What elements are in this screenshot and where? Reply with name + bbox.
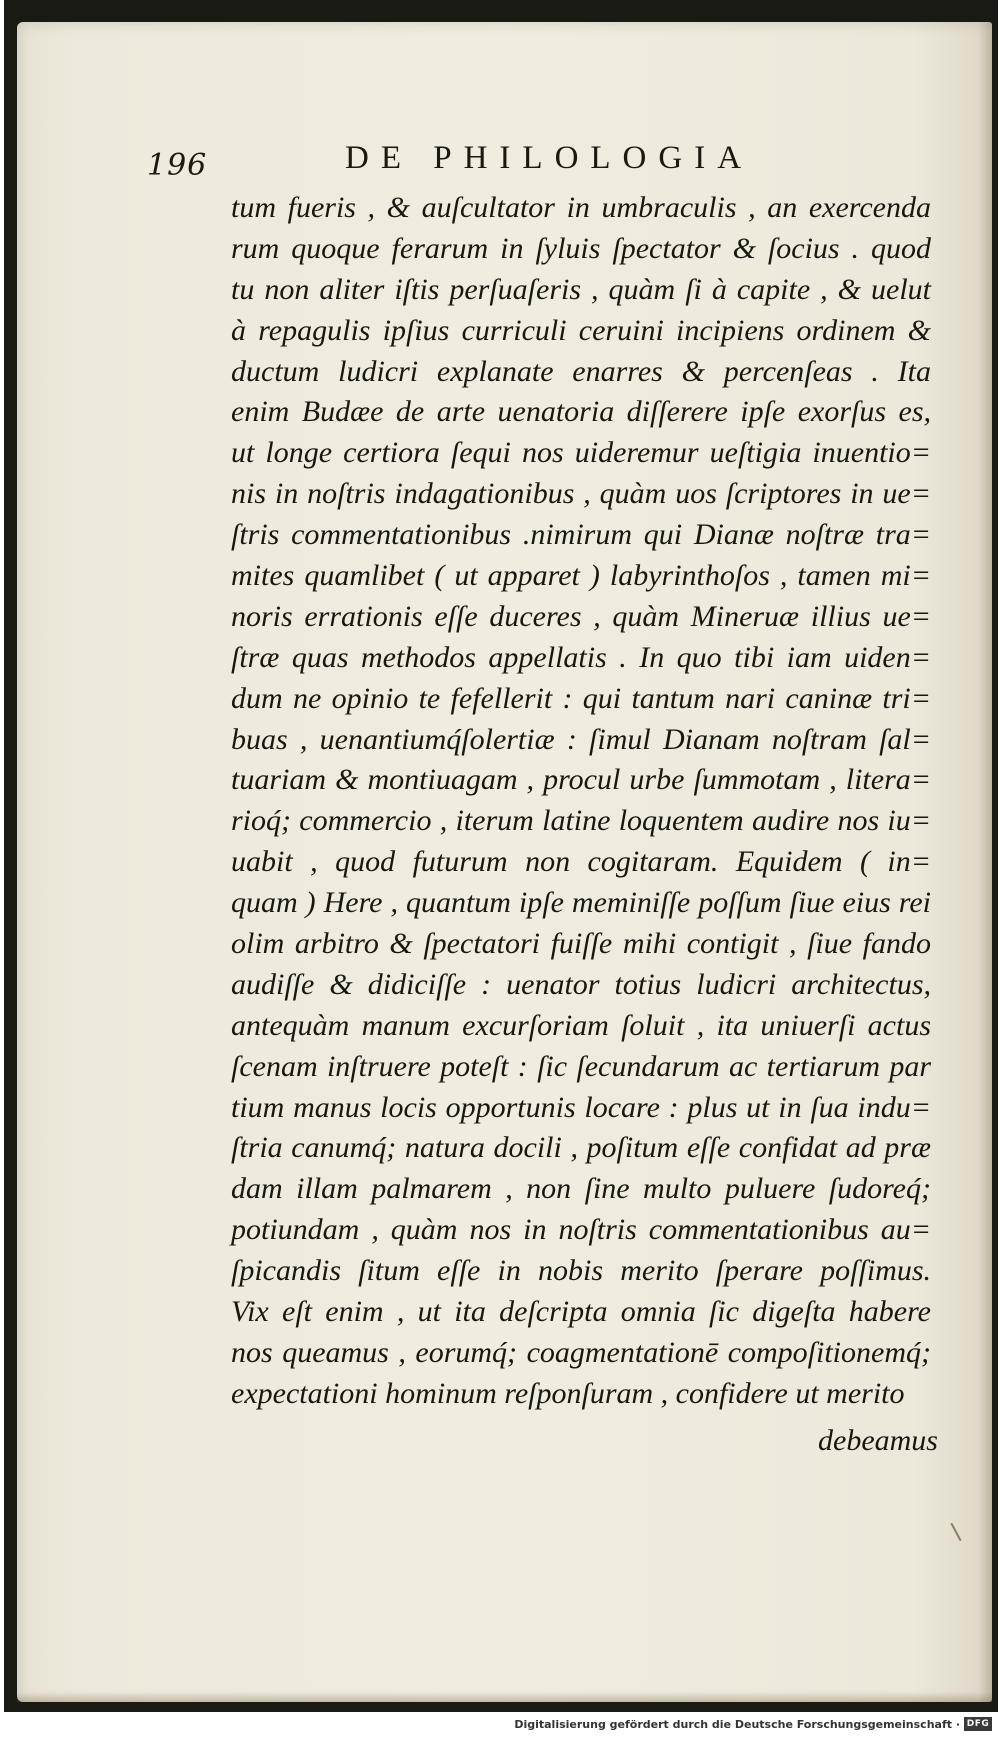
page-bottom-edge	[17, 1692, 992, 1702]
text-line: à repagulis ipſius curriculi ceruini incipiens ordinem &	[231, 313, 931, 347]
text-line: uabit , quod futurum non cogitaram. Equidem ( in=	[231, 845, 931, 879]
text-line: mites quamlibet ( ut apparet ) labyrinthoſos , tamen mi=	[231, 559, 931, 593]
text-line: dam illam palmarem , non ſine multo puluere ſudoreq́;	[231, 1172, 931, 1206]
text-line: rum quoque ferarum in ſyluis ſpectator & ſocius . quod	[231, 231, 931, 265]
text-line: tum fueris , & auſcultator in umbraculis , an exercenda	[231, 191, 931, 224]
text-line: audiſſe & didiciſſe : uenator totius ludicri architectus,	[231, 967, 931, 1001]
page-number: 196	[147, 148, 208, 183]
text-line: enim Budæe de arte uenatoria diſſerere ipſe exorſus es,	[231, 395, 931, 429]
text-line: antequàm manum excurſoriam ſoluit , ita uniuerſi actus	[231, 1008, 931, 1042]
text-line: olim arbitro & ſpectatori fuiſſe mihi contigit , ſiue fando	[231, 927, 931, 961]
text-line: ductum ludicri explanate enarres & percenſeas . Ita	[231, 354, 931, 388]
text-line: tuariam & montiuagam , procul urbe ſummotam , litera=	[231, 763, 931, 797]
dfg-logo: DFG	[964, 1717, 992, 1731]
text-line: ſtris commentationibus .nimirum qui Dianæ noſtræ tra=	[231, 518, 931, 552]
text-line: quam ) Here , quantum ipſe meminiſſe poſſum ſiue eius rei	[231, 886, 931, 920]
text-line: noris errationis eſſe duceres , quàm Mineruæ illius ue=	[231, 599, 931, 633]
text-line: tium manus locis opportunis locare : plus ut in ſua indu=	[231, 1090, 931, 1124]
text-line: ut longe certiora ſequi nos uideremur ueſtigia inuentio=	[231, 436, 931, 470]
text-line: potiundam , quàm nos in noſtris commentationibus au=	[231, 1213, 931, 1247]
body-text	[231, 188, 931, 1415]
text-line: ſpicandis ſitum eſſe in nobis merito ſperare poſſimus.	[231, 1254, 931, 1288]
text-line: dum ne opinio te fefellerit : qui tantum nari caninæ tri=	[231, 681, 931, 715]
text-line: rioq́; commercio , iterum latine loquentem audire nos iu=	[231, 804, 931, 838]
text-line: Vix eſt enim , ut ita deſcripta omnia ſic digeſta habere	[231, 1295, 931, 1329]
text-line: nos queamus , eorumq́; coagmentationē compoſitionemq́;	[231, 1335, 931, 1369]
running-head: DE PHILOLOGIA	[345, 140, 754, 176]
text-line: tu non aliter iſtis perſuaſeris , quàm ſi à capite , & uelut	[231, 272, 931, 306]
text-line: ſtræ quas methodos appellatis . In quo tibi iam uiden=	[231, 640, 931, 674]
catchword: debeamus	[818, 1424, 938, 1457]
page-edge-shadow	[978, 22, 992, 1702]
text-line: ſtria canumq́; natura docili , poſitum eſſe confidat ad præ	[231, 1131, 931, 1165]
text-line: ſcenam inſtruere poteſt : ſic ſecundarum ac tertiarum par	[231, 1049, 931, 1083]
text-line: expectationi hominum reſponſuram , confidere ut merito	[231, 1376, 905, 1410]
footer-credit: Digitalisierung gefördert durch die Deutsche Forschungsgemeinschaft ·	[514, 1718, 960, 1731]
text-line: nis in noſtris indagationibus , quàm uos ſcriptores in ue=	[231, 477, 931, 511]
text-line: buas , uenantiumq́ſolertiæ : ſimul Dianam noſtram ſal=	[231, 722, 931, 756]
